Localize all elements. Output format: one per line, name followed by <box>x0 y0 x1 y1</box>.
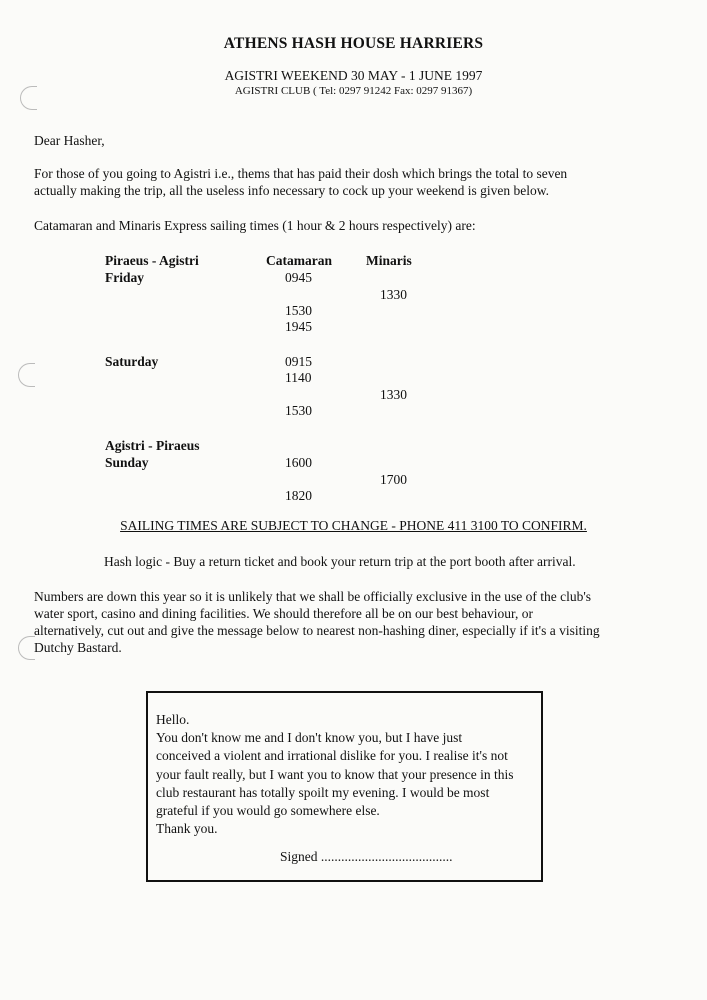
page-title: ATHENS HASH HOUSE HARRIERS <box>223 35 484 52</box>
message-line: your fault really, but I want you to know that your presence in this <box>156 766 514 782</box>
time-cell: 1820 <box>285 488 312 503</box>
message-line: Thank you. <box>156 821 218 837</box>
greeting: Dear Hasher, <box>34 133 105 148</box>
intro-line: For those of you going to Agistri i.e., thems that has paid their dosh which brings the total to seven <box>34 166 568 181</box>
sailing-notice: SAILING TIMES ARE SUBJECT TO CHANGE - PHONE 411 3100 TO CONFIRM. <box>120 518 587 533</box>
message-line: Hello. <box>156 712 190 727</box>
time-cell: 1700 <box>380 472 407 487</box>
cutout-message <box>156 711 536 838</box>
club-contact: AGISTRI CLUB ( Tel: 0297 91242 Fax: 0297 91367) <box>234 85 473 97</box>
numbers-line: Dutchy Bastard. <box>34 640 122 655</box>
numbers-line: alternatively, cut out and give the message below to nearest non-hashing diner, especially if it's a visiting <box>34 623 600 638</box>
time-cell: 1530 <box>285 403 312 418</box>
time-cell: 1140 <box>285 370 312 385</box>
punch-hole <box>18 363 35 387</box>
message-line: conceived a violent and irrational dislike for you. I realise it's not <box>156 748 508 764</box>
event-subtitle: AGISTRI WEEKEND 30 MAY - 1 JUNE 1997 <box>224 68 483 83</box>
day-label: Saturday <box>105 354 159 369</box>
time-cell: 1330 <box>380 287 407 302</box>
intro-line: actually making the trip, all the useless info necessary to cock up your weekend is given below. <box>34 183 549 198</box>
time-cell: 1330 <box>380 387 407 402</box>
hash-logic: Hash logic - Buy a return ticket and book your return trip at the port booth after arrival. <box>104 554 576 569</box>
route-heading: Agistri - Piraeus <box>105 438 200 453</box>
time-cell: 1600 <box>285 455 312 470</box>
day-label: Friday <box>105 270 144 285</box>
numbers-line: water sport, casino and dining facilities. We should therefore all be on our best behaviour, or <box>34 606 533 621</box>
punch-hole <box>18 636 35 660</box>
time-cell: 1945 <box>285 319 312 334</box>
route-heading: Piraeus - Agistri <box>105 253 199 268</box>
time-cell: 0945 <box>285 270 312 285</box>
time-cell: 1530 <box>285 303 312 318</box>
column-header-minaris: Minaris <box>366 253 412 268</box>
sailing-intro: Catamaran and Minaris Express sailing times (1 hour & 2 hours respectively) are: <box>34 218 476 233</box>
numbers-line: Numbers are down this year so it is unlikely that we shall be officially exclusive in the use of the club's <box>34 589 592 604</box>
column-header-catamaran: Catamaran <box>266 253 332 268</box>
cutout-message-box <box>146 691 543 882</box>
time-cell: 0915 <box>285 354 312 369</box>
message-line: club restaurant has totally spoilt my evening. I would be most <box>156 784 490 800</box>
message-line: grateful if you would go somewhere else. <box>156 803 380 819</box>
signature-line: Signed ....................................... <box>280 849 453 864</box>
message-line: You don't know me and I don't know you, but I have just <box>156 730 463 746</box>
day-label: Sunday <box>105 455 149 470</box>
